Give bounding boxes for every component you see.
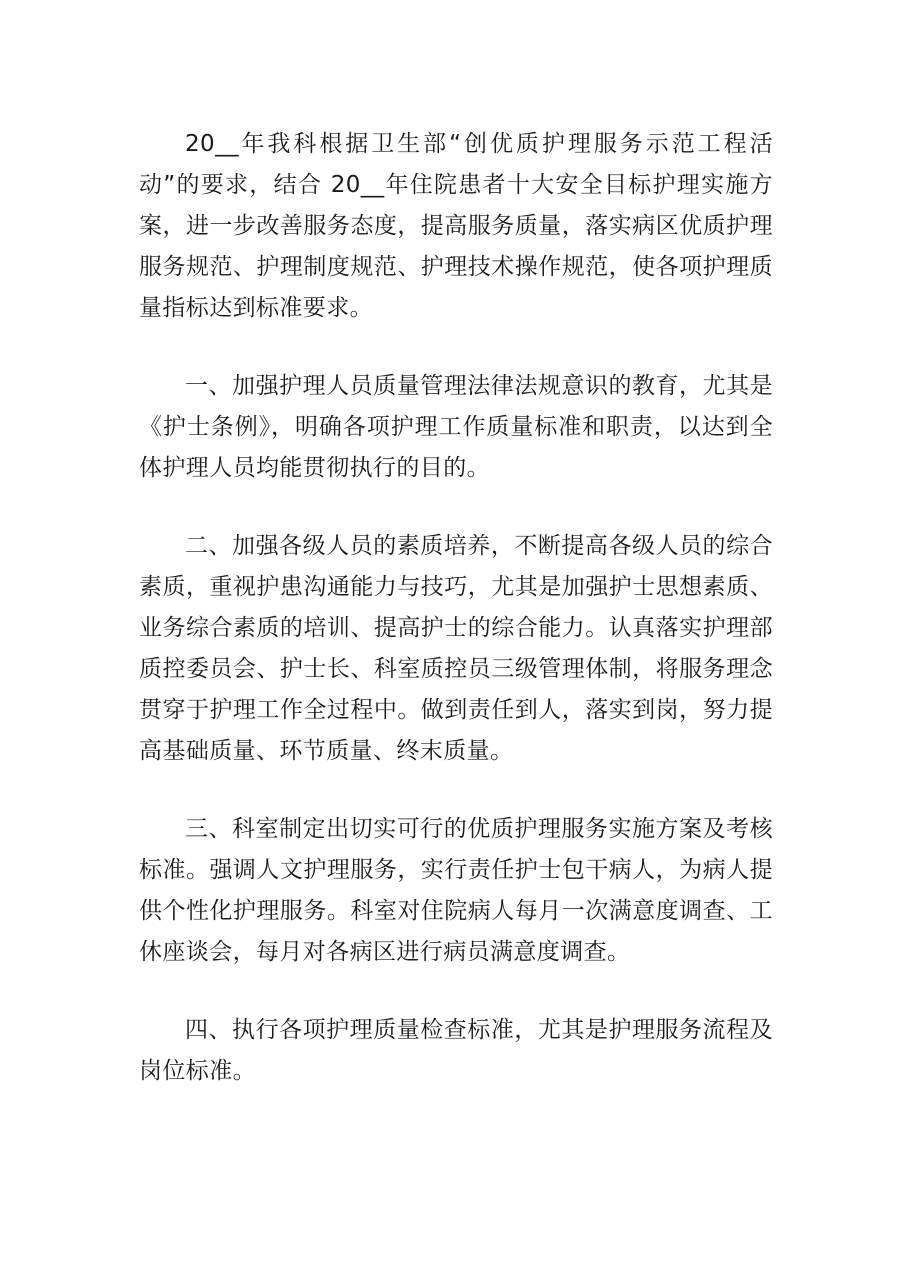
paragraph-item-2: 二、加强各级人员的素质培养，不断提高各级人员的综合素质，重视护患沟通能力与技巧，尤其是加强护士思想素质、业务综合素质的培训、提高护士的综合能力。认真落实护理部质控委员会、护士长、科室质控员三级管理体制，将服务理念贯穿于护理工作全过程中。做到责任到人，落实到岗，努力提高基础质量、环节质量、终末质量。 <box>139 533 773 764</box>
document-body <box>139 124 773 1092</box>
paragraph-item-3: 三、科室制定出切实可行的优质护理服务实施方案及考核标准。强调人文护理服务，实行责任护士包干病人，为病人提供个性化护理服务。科室对住院病人每月一次满意度调查、工休座谈会，每月对各病区进行病员满意度调查。 <box>139 816 773 965</box>
paragraph-item-1: 一、加强护理人员质量管理法律法规意识的教育，尤其是《护士条例》，明确各项护理工作质量标准和职责，以达到全体护理人员均能贯彻执行的目的。 <box>139 373 773 481</box>
paragraph-intro: 20__年我科根据卫生部“创优质护理服务示范工程活动”的要求，结合 20__年住院患者十大安全目标护理实施方案，进一步改善服务态度，提高服务质量，落实病区优质护理服务规范、护理制度规范、护理技术操作规范，使各项护理质量指标达到标准要求。 <box>139 131 773 321</box>
paragraph-item-4: 四、执行各项护理质量检查标准，尤其是护理服务流程及岗位标准。 <box>139 1017 773 1084</box>
